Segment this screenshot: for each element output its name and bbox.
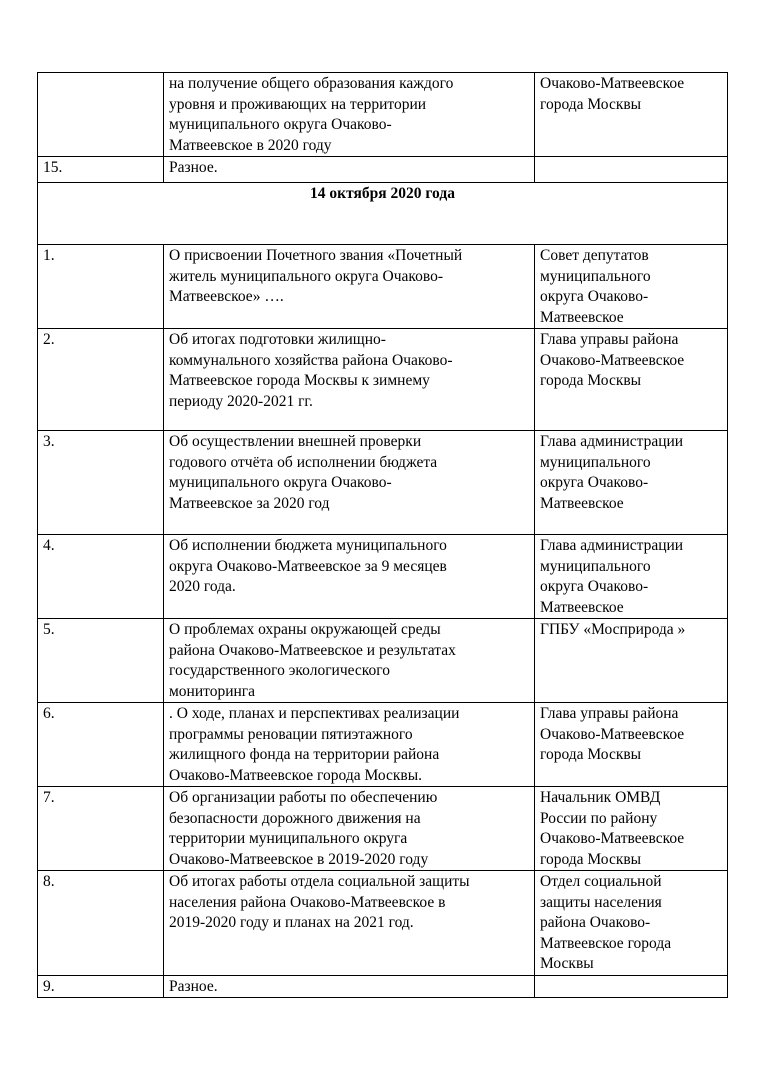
- item-number: 4.: [38, 535, 164, 619]
- agenda-table: [37, 72, 728, 998]
- table-row: [38, 329, 728, 431]
- item-number: [38, 73, 164, 157]
- item-topic: на получение общего образования каждого уровня и проживающих на территории муниципального округа Очаково- Матвеевское в 2020 году: [164, 73, 535, 157]
- item-topic: О присвоении Почетного звания «Почетный житель муниципального округа Очаково- Матвеевское» ….: [164, 245, 535, 329]
- item-responsible: Глава управы района Очаково-Матвеевское города Москвы: [535, 329, 728, 431]
- item-number: 6.: [38, 703, 164, 787]
- item-responsible: Совет депутатов муниципального округа Очаково- Матвеевское: [535, 245, 728, 329]
- table-row: [38, 73, 728, 157]
- table-row: [38, 245, 728, 329]
- item-number: 7.: [38, 787, 164, 871]
- table-row: [38, 871, 728, 976]
- item-number: 5.: [38, 619, 164, 703]
- item-responsible: Глава администрации муниципального округа Очаково- Матвеевское: [535, 535, 728, 619]
- item-topic: . О ходе, планах и перспективах реализации программы реновации пятиэтажного жилищного фонда на территории района Очаково-Матвеевское города Москвы.: [164, 703, 535, 787]
- table-row: [38, 157, 728, 183]
- item-number: 1.: [38, 245, 164, 329]
- table-row: [38, 535, 728, 619]
- table-row: [38, 431, 728, 535]
- item-topic: Об итогах работы отдела социальной защиты населения района Очаково-Матвеевское в 2019-2020 году и планах на 2021 год.: [164, 871, 535, 976]
- table-row: [38, 975, 728, 998]
- table-row: [38, 787, 728, 871]
- item-number: 9.: [38, 975, 164, 998]
- item-number: 2.: [38, 329, 164, 431]
- item-responsible: Начальник ОМВД России по району Очаково-Матвеевское города Москвы: [535, 787, 728, 871]
- item-responsible: Глава администрации муниципального округа Очаково- Матвеевское: [535, 431, 728, 535]
- item-responsible: ГПБУ «Мосприрода »: [535, 619, 728, 703]
- item-number: 3.: [38, 431, 164, 535]
- item-topic: Об осуществлении внешней проверки годового отчёта об исполнении бюджета муниципального округа Очаково- Матвеевское за 2020 год: [164, 431, 535, 535]
- table-row: [38, 703, 728, 787]
- section-date: 14 октября 2020 года: [38, 183, 728, 245]
- item-responsible: Очаково-Матвеевское города Москвы: [535, 73, 728, 157]
- table-row: [38, 619, 728, 703]
- item-responsible: [535, 157, 728, 183]
- item-responsible: Глава управы района Очаково-Матвеевское города Москвы: [535, 703, 728, 787]
- section-date-row: [38, 183, 728, 245]
- item-number: 15.: [38, 157, 164, 183]
- item-topic: Об исполнении бюджета муниципального округа Очаково-Матвеевское за 9 месяцев 2020 года.: [164, 535, 535, 619]
- item-topic: О проблемах охраны окружающей среды района Очаково-Матвеевское и результатах государственного экологического мониторинга: [164, 619, 535, 703]
- item-responsible: Отдел социальной защиты населения района Очаково- Матвеевское города Москвы: [535, 871, 728, 976]
- item-topic: Об организации работы по обеспечению безопасности дорожного движения на территории муниципального округа Очаково-Матвеевское в 2019-2020 году: [164, 787, 535, 871]
- item-topic: Разное.: [164, 157, 535, 183]
- item-number: 8.: [38, 871, 164, 976]
- item-topic: Разное.: [164, 975, 535, 998]
- item-topic: Об итогах подготовки жилищно- коммунального хозяйства района Очаково- Матвеевское города Москвы к зимнему периоду 2020-2021 гг.: [164, 329, 535, 431]
- item-responsible: [535, 975, 728, 998]
